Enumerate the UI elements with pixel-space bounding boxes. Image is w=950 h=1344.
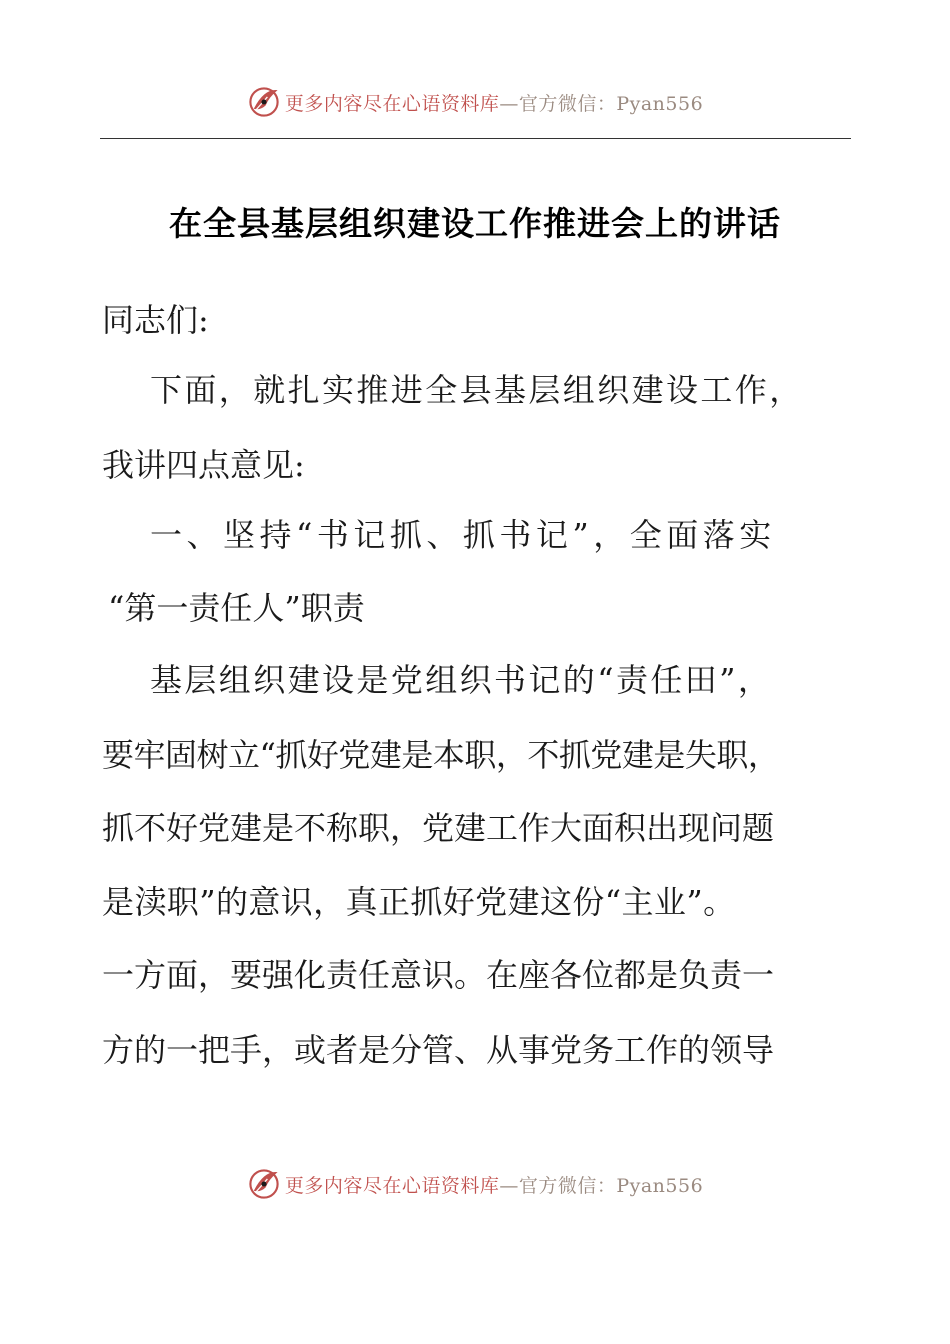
footer-banner-sub-text: —官方微信：Pyan556 [499, 1174, 704, 1197]
banner-main-text: 更多内容尽在心语资料库 [284, 92, 500, 115]
body-line: 同志们: [102, 301, 209, 339]
body-line: “第一责任人”职责 [108, 589, 365, 627]
body-line: 是渎职”的意识，真正抓好党建这份“主业”。 [102, 883, 736, 921]
footer-banner [0, 1164, 950, 1204]
footer-banner-main-text: 更多内容尽在心语资料库 [284, 1174, 500, 1197]
body-line: 下面，就扎实推进全县基层组织建设工作， [150, 371, 804, 409]
body-line: 一方面，要强化责任意识。在座各位都是负责一 [102, 956, 775, 994]
body-line: 基层组织建设是党组织书记的“责任田”， [150, 661, 773, 699]
body-line: 一、坚持“书记抓、抓书记”，全面落实 [150, 516, 776, 554]
document-title: 在全县基层组织建设工作推进会上的讲话 [169, 204, 781, 243]
body-line: 我讲四点意见: [102, 446, 305, 484]
quill-logo-icon [247, 85, 281, 119]
banner-text [285, 89, 703, 116]
body-line: 方的一把手，或者是分管、从事党务工作的领导 [102, 1031, 775, 1069]
header-divider [100, 138, 851, 139]
banner-sub-text: —官方微信：Pyan556 [499, 92, 704, 115]
body-line: 抓不好党建是不称职，党建工作大面积出现问题 [102, 809, 775, 847]
header-banner [0, 82, 950, 122]
quill-logo-icon [247, 1167, 281, 1201]
body-line: 要牢固树立“抓好党建是本职，不抓党建是失职， [102, 736, 780, 774]
footer-banner-text [285, 1171, 703, 1198]
